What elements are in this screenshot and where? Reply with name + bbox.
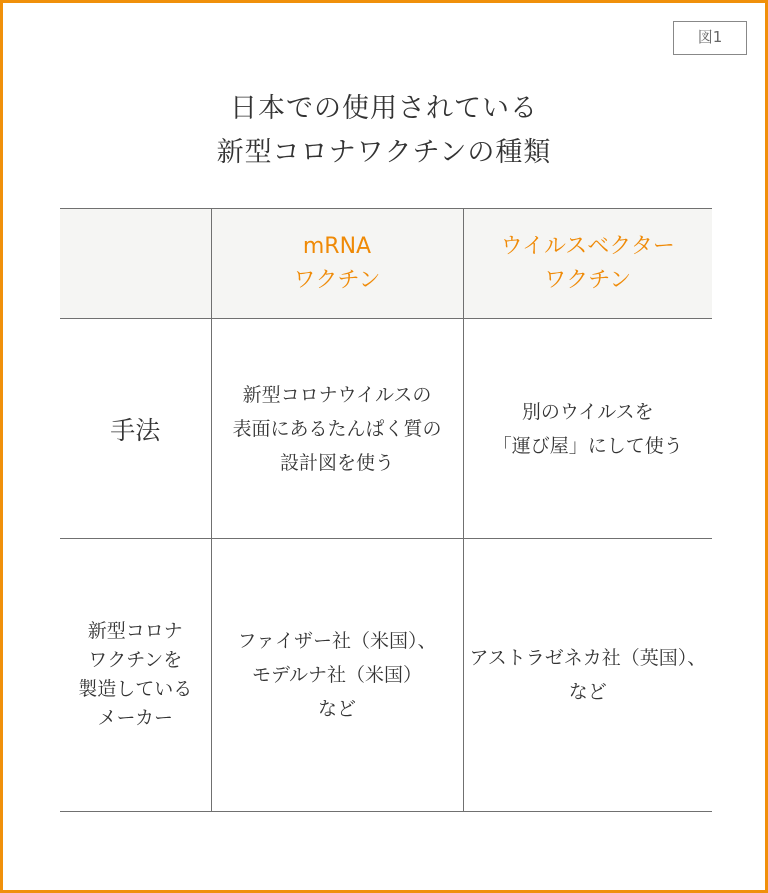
row-label-method-text: 手法 — [110, 415, 161, 445]
cell-method-mrna — [211, 319, 463, 539]
table-header-row — [60, 209, 712, 319]
cell-method-mrna-line-2: 表面にあるたんぱく質の — [232, 417, 442, 440]
cell-manufacturer-mrna — [211, 539, 463, 812]
cell-method-viral-line-1: 別のウイルスを — [521, 400, 654, 423]
header-empty-cell — [60, 209, 211, 319]
cell-method-viral-line-2: 「運び屋」にして使う — [492, 434, 683, 457]
cell-method-viral — [463, 319, 712, 539]
cell-manufacturer-viral-line-2: など — [568, 681, 607, 703]
header-mrna-vaccine — [211, 209, 463, 319]
row-label-manufacturer — [60, 539, 211, 812]
vaccine-comparison-table — [60, 208, 712, 812]
figure-label: 図1 — [673, 21, 747, 55]
header-viral-line-2: ワクチン — [544, 267, 632, 293]
table-row-method — [60, 319, 712, 539]
header-mrna-line-1: mRNA — [302, 233, 372, 259]
figure-title-line-1: 日本での使用されている — [230, 93, 538, 124]
cell-manufacturer-viral-line-1: アストラゼネカ社（英国）、 — [469, 647, 707, 669]
cell-manufacturer-mrna-line-2: モデルナ社（米国） — [251, 664, 423, 686]
figure-title — [3, 87, 765, 175]
figure-title-line-2: 新型コロナワクチンの種類 — [216, 137, 552, 168]
header-viral-vector-vaccine — [463, 209, 712, 319]
header-mrna-line-2: ワクチン — [293, 267, 381, 293]
row-label-manufacturer-line-4: メーカー — [97, 707, 174, 729]
row-label-method — [60, 319, 211, 539]
cell-manufacturer-mrna-line-3: など — [317, 698, 356, 720]
cell-manufacturer-viral — [463, 539, 712, 812]
row-label-manufacturer-line-3: 製造している — [78, 678, 193, 700]
table-row-manufacturer — [60, 539, 712, 812]
cell-method-mrna-line-3: 設計図を使う — [279, 451, 394, 474]
cell-method-mrna-line-1: 新型コロナウイルスの — [242, 383, 432, 406]
row-label-manufacturer-line-1: 新型コロナ — [87, 620, 183, 642]
row-label-manufacturer-line-2: ワクチンを — [88, 649, 183, 671]
cell-manufacturer-mrna-line-1: ファイザー社（米国）、 — [237, 630, 437, 652]
header-viral-line-1: ウイルスベクター — [500, 233, 675, 259]
